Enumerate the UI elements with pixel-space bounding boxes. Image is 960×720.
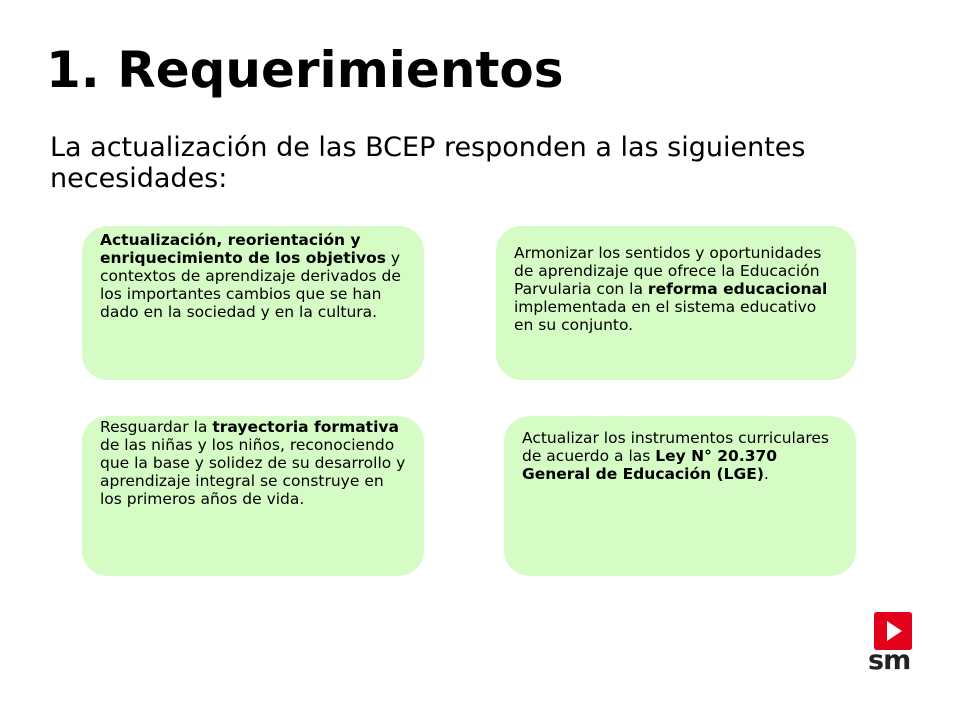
card-body-text: Resguardar la <box>100 418 213 436</box>
card-bold-text: reforma educacional <box>647 280 828 298</box>
card-text <box>100 231 406 321</box>
card-body-text: de las niñas y los niños, reconociendo que la base y solidez de su desarrollo y aprendizaje integral se construye en los primeros años de vida. <box>100 436 406 508</box>
card-body-text: Armonizar los sentidos y oportunidades de aprendizaje que ofrece la Educación Parvularia con la <box>514 244 822 298</box>
card-text <box>514 244 838 334</box>
requirement-card-law <box>504 416 856 576</box>
slide-subtitle: La actualización de las BCEP responden a las siguientes necesidades: <box>50 132 806 194</box>
card-text <box>522 429 838 483</box>
card-body-text: y contextos de aprendizaje derivados de los importantes cambios que se han dado en la sociedad y en la cultura. <box>100 249 401 321</box>
card-text <box>100 418 406 508</box>
logo-text: sm <box>868 645 911 676</box>
card-bold-text: Ley N° 20.370 General de Educación (LGE) <box>522 447 778 483</box>
card-bold-text: Actualización, reorientación y enriquecimiento de los objetivos <box>100 231 386 267</box>
requirement-card-trajectory <box>82 416 424 576</box>
card-body-text: . <box>763 465 769 483</box>
card-body-text: Actualizar los instrumentos curriculares de acuerdo a las <box>522 429 830 465</box>
requirement-card-objectives <box>82 226 424 380</box>
sm-logo <box>868 612 916 676</box>
slide-title: 1. Requerimientos <box>46 41 564 99</box>
card-body-text: implementada en el sistema educativo en su conjunto. <box>514 298 817 334</box>
requirement-card-reform <box>496 226 856 380</box>
card-bold-text: trayectoria formativa <box>212 418 399 436</box>
